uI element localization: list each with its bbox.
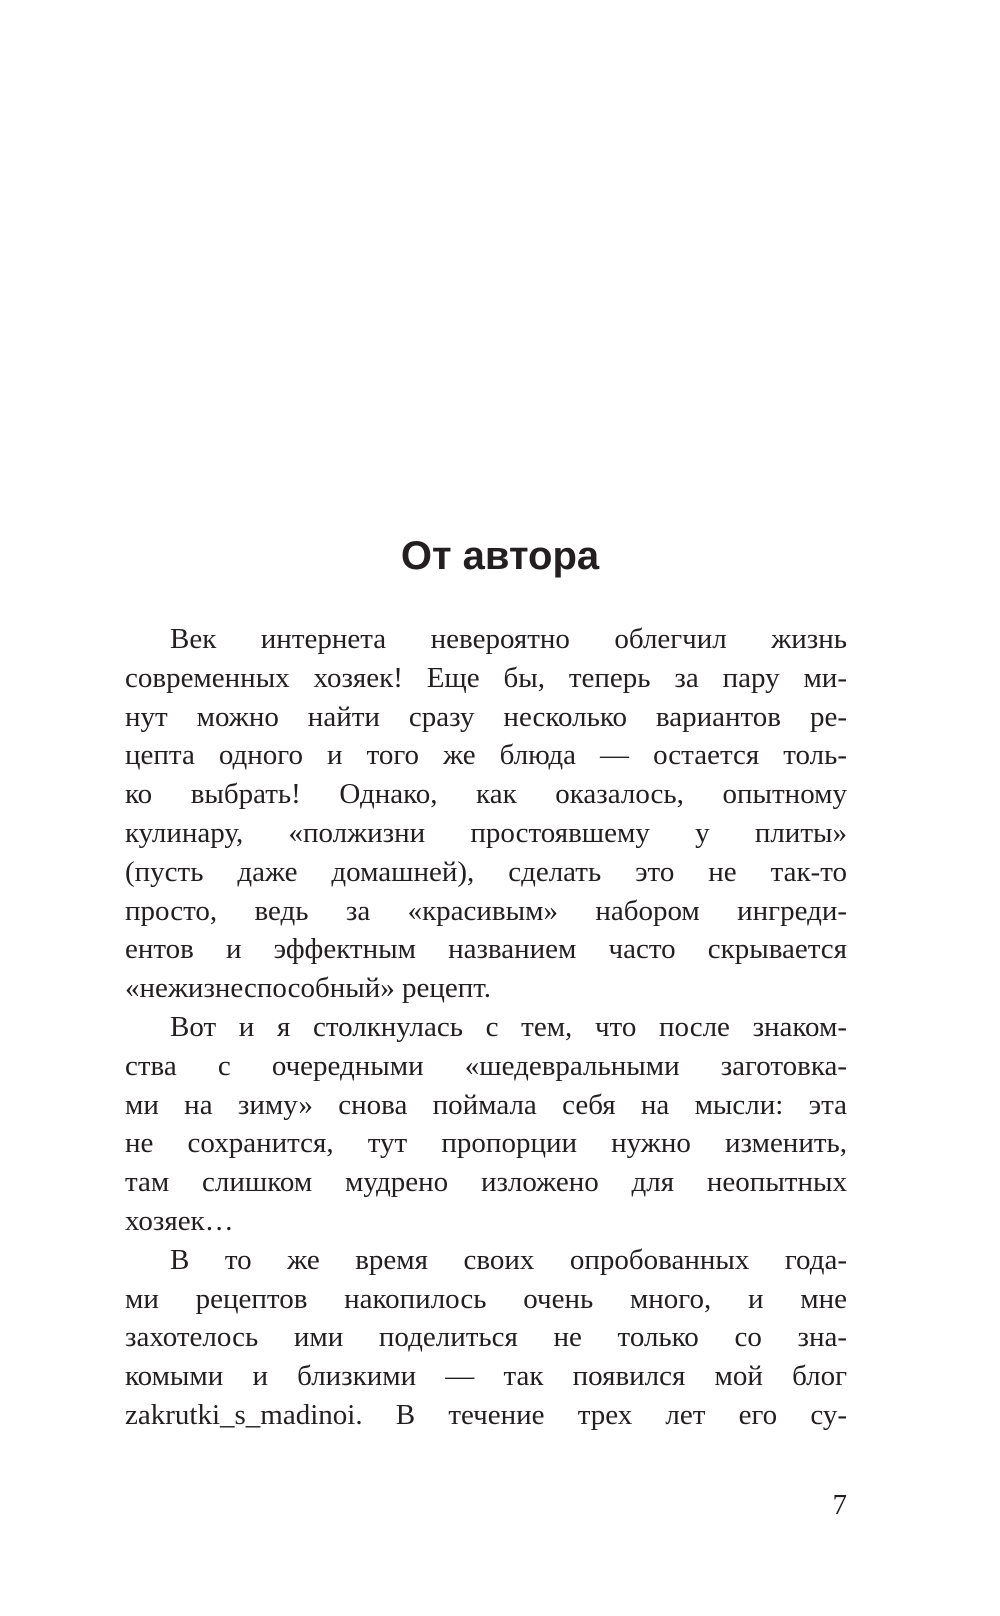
paragraph-3 [125, 1241, 847, 1435]
text-line: цепта одного и того же блюда — остается толь- [125, 739, 847, 772]
text-line: ми рецептов накопилось очень много, и мне [125, 1282, 847, 1315]
text-line: ентов и эффектным названием часто скрывается [125, 933, 847, 966]
text-line: Вот и я столкнулась с тем, что после знаком- [170, 1010, 847, 1043]
text-line: ми на зиму» снова поймала себя на мысли: эта [125, 1088, 847, 1121]
paragraph-1 [125, 620, 847, 1008]
text-line: zakrutki_s_madinoi. В течение трех лет его су- [125, 1398, 847, 1431]
page-number: 7 [832, 1489, 847, 1521]
text-line: хозяек… [125, 1204, 234, 1237]
text-line: просто, ведь за «красивым» набором ингреди- [125, 894, 847, 927]
text-line: ства с очередными «шедевральными заготовка- [125, 1049, 847, 1082]
paragraph-2 [125, 1008, 847, 1241]
text-line: нут можно найти сразу несколько вариантов ре- [125, 700, 847, 733]
text-line: комыми и близкими — так появился мой блог [125, 1360, 847, 1393]
text-line: там слишком мудрено изложено для неопытных [125, 1166, 847, 1199]
text-line: кулинару, «полжизни простоявшему у плиты» [125, 816, 847, 849]
text-line: Век интернета невероятно облегчил жизнь [170, 623, 847, 655]
text-line: В то же время своих опробованных года- [170, 1243, 847, 1276]
text-line: ко выбрать! Однако, как оказалось, опытному [125, 778, 847, 811]
text-line: «нежизнеспособный» рецепт. [125, 972, 492, 1005]
chapter-title: От автора [400, 534, 600, 578]
text-line: (пусть даже домашней), сделать это не так-то [125, 855, 847, 888]
text-line: захотелось ими поделиться не только со зна- [125, 1321, 847, 1354]
text-line: современных хозяек! Еще бы, теперь за пару ми- [125, 661, 847, 694]
text-line: не сохранится, тут пропорции нужно изменить, [125, 1127, 847, 1160]
body-text [125, 620, 847, 1435]
